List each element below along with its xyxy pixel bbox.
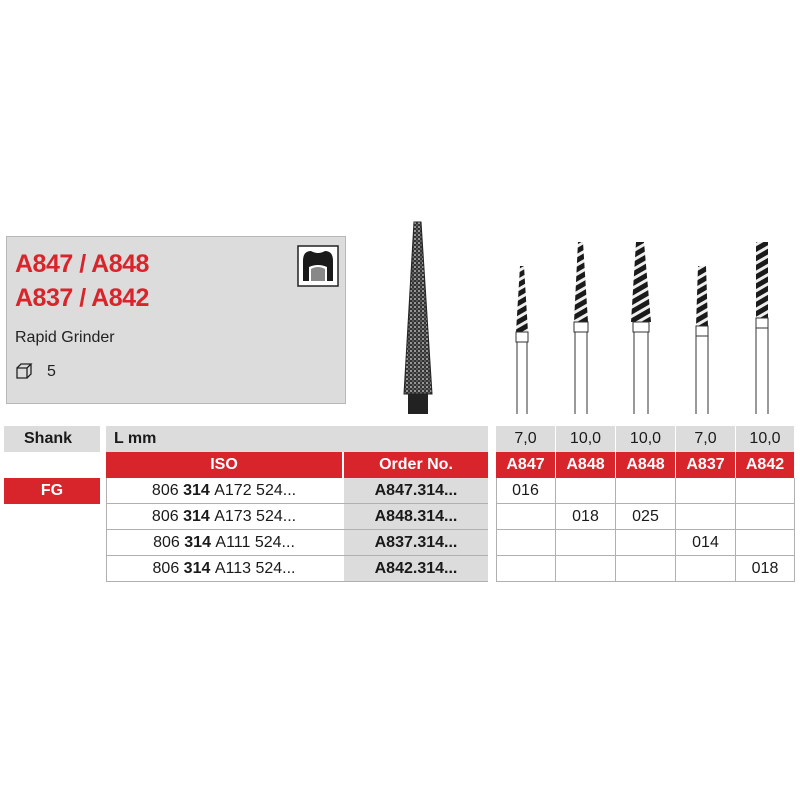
model-cell: A842 — [736, 452, 794, 478]
iso-code — [106, 478, 342, 504]
row-divider — [106, 555, 488, 556]
bur-detail-large — [404, 222, 432, 414]
order-number: A848.314... — [374, 508, 458, 525]
order-rows — [106, 478, 488, 582]
length-cell: 7,0 — [676, 426, 735, 452]
order-number-header: Order No. — [344, 452, 488, 478]
product-title-line2: A837 / A842 — [15, 284, 149, 312]
grid-line — [615, 478, 616, 582]
crown-preparation-icon — [297, 245, 339, 287]
row-divider — [106, 581, 488, 582]
iso-shape: 314 — [183, 560, 211, 577]
grid-line — [496, 503, 795, 504]
iso-suffix: A113 524... — [214, 560, 296, 577]
length-cell: 10,0 — [556, 426, 615, 452]
table-row — [106, 530, 488, 556]
iso-code — [106, 504, 342, 530]
length-header: L mm — [106, 426, 488, 452]
size-cell: 018 — [572, 508, 599, 525]
order-number: A847.314... — [374, 482, 458, 499]
order-number: A842.314... — [374, 560, 458, 577]
size-cell: 025 — [632, 508, 659, 525]
shank-header: Shank — [4, 426, 100, 452]
length-cell: 10,0 — [616, 426, 675, 452]
row-divider — [106, 503, 488, 504]
order-number: A837.314... — [374, 534, 458, 551]
iso-prefix: 806 — [153, 534, 180, 551]
iso-shape: 314 — [184, 534, 211, 551]
grid-line — [794, 478, 795, 582]
iso-header: ISO — [106, 452, 342, 478]
package-box-icon — [15, 361, 35, 381]
model-cell: A837 — [676, 452, 735, 478]
iso-suffix: A173 524... — [214, 508, 297, 525]
bur-a848-025 — [631, 242, 651, 414]
iso-suffix: A111 524... — [215, 534, 295, 551]
grid-line — [496, 581, 795, 582]
iso-prefix: 806 — [151, 508, 179, 525]
bur-a842 — [756, 242, 768, 414]
iso-code — [106, 530, 342, 556]
table-row — [106, 504, 488, 530]
bur-a848-018 — [574, 242, 588, 414]
row-divider — [106, 529, 488, 530]
grid-line — [496, 529, 795, 530]
length-cell: 10,0 — [736, 426, 794, 452]
product-title-line1: A847 / A848 — [15, 250, 149, 278]
col-divider — [106, 478, 107, 582]
size-cell: 016 — [512, 482, 539, 499]
table-row — [106, 556, 488, 582]
size-cell: 018 — [751, 560, 779, 577]
table-row — [106, 478, 488, 504]
pack-count: 5 — [47, 363, 56, 380]
bur-a847 — [516, 266, 528, 414]
bur-a837 — [696, 266, 708, 414]
iso-prefix: 806 — [151, 482, 179, 499]
iso-shape: 314 — [183, 508, 210, 525]
grid-line — [555, 478, 556, 582]
iso-code — [106, 556, 342, 582]
iso-prefix: 806 — [152, 560, 180, 577]
model-cell: A848 — [616, 452, 675, 478]
size-cell: 014 — [692, 534, 719, 551]
grid-line — [496, 478, 497, 582]
iso-shape: 314 — [183, 482, 210, 499]
bur-illustrations — [390, 214, 790, 414]
model-cell: A848 — [556, 452, 615, 478]
model-cell: A847 — [496, 452, 555, 478]
shank-fg-badge: FG — [4, 478, 100, 504]
grid-line — [496, 555, 795, 556]
product-subtitle: Rapid Grinder — [15, 329, 115, 346]
grid-line — [735, 478, 736, 582]
product-header-panel — [6, 236, 346, 404]
iso-suffix: A172 524... — [214, 482, 297, 499]
grid-line — [675, 478, 676, 582]
length-cell: 7,0 — [496, 426, 555, 452]
